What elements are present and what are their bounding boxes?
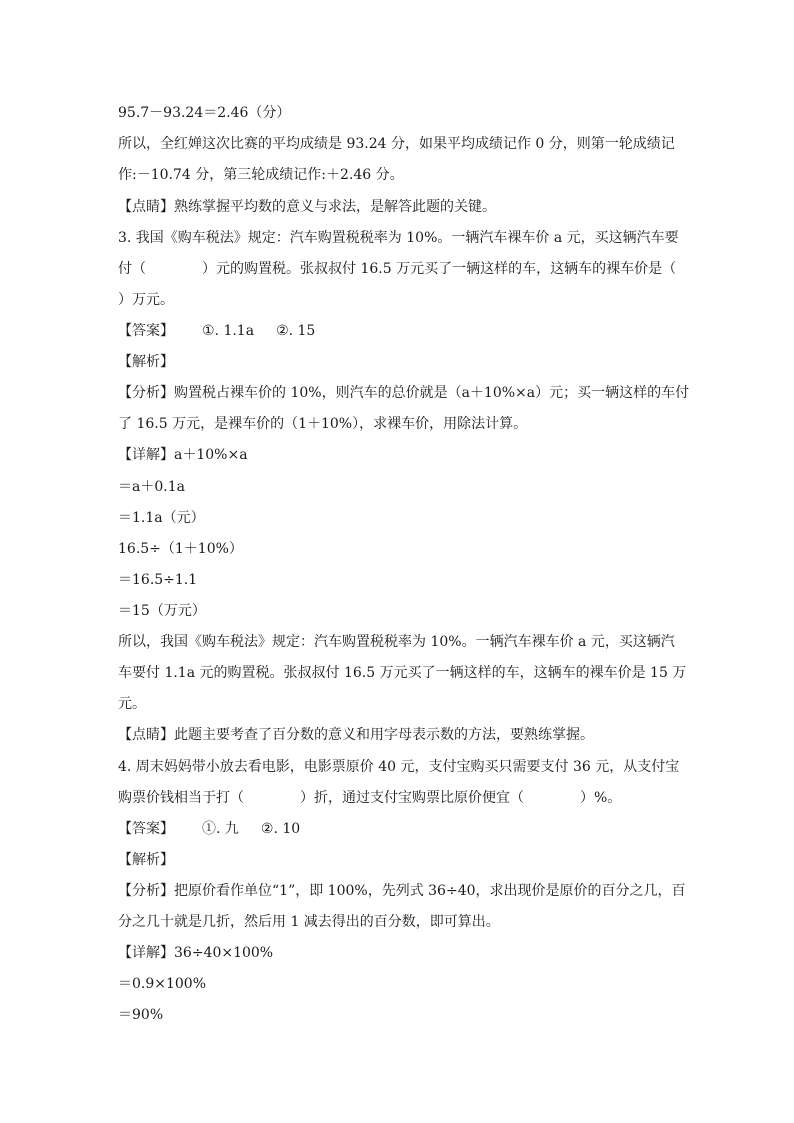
text-line: ＝0.9×100% (118, 976, 207, 992)
text-line: 所以，全红婵这次比赛的平均成绩是 93.24 分，如果平均成绩记作 0 分，则第一轮成绩记 (118, 136, 675, 152)
answer-1: ①. 九 (202, 821, 239, 837)
text-line: 作:－10.74 分，第三轮成绩记作:＋2.46 分。 (118, 167, 404, 183)
answer-1: ①. 1.1a (202, 323, 255, 339)
question-3-line: ）万元。 (118, 292, 174, 308)
analysis-heading: 【解析】 (118, 354, 174, 370)
question-4-line: 4. 周末妈妈带小放去看电影，电影票原价 40 元，支付宝购买只需要支付 36 元，从支付宝 (118, 759, 680, 775)
question-3-line: 付（ ）元的购置税。张叔叔付 16.5 万元买了一辆这样的车，这辆车的裸车价是（ (118, 261, 677, 277)
text-line: ＝1.1a（元） (118, 510, 205, 526)
answer-label: 【答案】 (118, 323, 174, 339)
answer-line (118, 819, 678, 839)
text-line: 16.5÷（1＋10%） (118, 541, 243, 557)
text-line: 元。 (118, 696, 146, 712)
text-line: 【详解】a＋10%×a (118, 447, 248, 463)
text-line: ＝15（万元） (118, 603, 206, 619)
text-line: 【分析】购置税占裸车价的 10%，则汽车的总价就是（a＋10%×a）元；买一辆这样的车付 (118, 385, 690, 401)
analysis-heading: 【解析】 (118, 852, 174, 868)
text-line: 【点睛】熟练掌握平均数的意义与求法，是解答此题的关键。 (118, 199, 496, 215)
text-line: ＝a＋0.1a (118, 479, 185, 495)
text-line: 分之几十就是几折，然后用 1 减去得出的百分数，即可算出。 (118, 914, 500, 930)
text-line: ＝90% (118, 1007, 164, 1023)
text-line: 车要付 1.1a 元的购置税。张叔叔付 16.5 万元买了一辆这样的车，这辆车的裸车价是 15 万 (118, 665, 687, 681)
text-line: 【分析】把原价看作单位“1”，即 100%，先列式 36÷40，求出现价是原价的百分之几，百 (118, 883, 686, 899)
answer-line (118, 321, 678, 341)
answer-label: 【答案】 (118, 821, 174, 837)
answer-2: ②. 15 (276, 323, 316, 339)
question-3-line: 3. 我国《购车税法》规定：汽车购置税税率为 10%。一辆汽车裸车价 a 元，买这辆汽车要 (118, 230, 679, 246)
text-line: 95.7－93.24＝2.46（分） (118, 105, 291, 121)
text-line: ＝16.5÷1.1 (118, 572, 198, 588)
text-line: 【详解】36÷40×100% (118, 945, 274, 961)
question-4-line: 购票价钱相当于打（ ）折，通过支付宝购票比原价便宜（ ）%。 (118, 790, 622, 806)
text-line: 【点睛】此题主要考查了百分数的意义和用字母表示数的方法，要熟练掌握。 (118, 727, 594, 743)
text-line: 了 16.5 万元，是裸车价的（1＋10%），求裸车价，用除法计算。 (118, 416, 528, 432)
answer-2: ②. 10 (260, 821, 301, 837)
text-line: 所以，我国《购车税法》规定：汽车购置税税率为 10%。一辆汽车裸车价 a 元，买这辆汽 (118, 634, 675, 650)
